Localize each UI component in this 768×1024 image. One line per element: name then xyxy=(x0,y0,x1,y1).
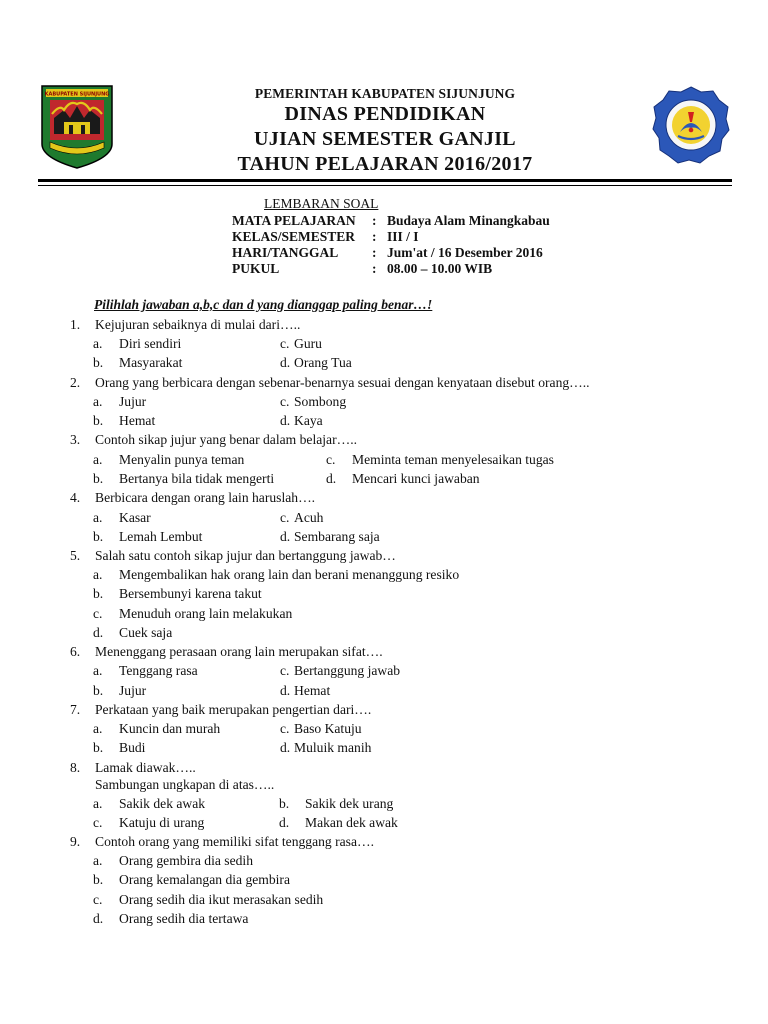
option-text: Makan dek awak xyxy=(305,815,398,830)
option-letter: c. xyxy=(280,394,290,409)
option-letter: c. xyxy=(93,815,103,830)
option-text: Kasar xyxy=(119,510,151,525)
option-text: Orang kemalangan dia gembira xyxy=(119,872,290,887)
info-value: Jum'at / 16 Desember 2016 xyxy=(387,245,543,260)
info-value: III / I xyxy=(387,229,419,244)
info-colon: : xyxy=(372,261,377,276)
tut-wuri-handayani-logo-icon xyxy=(652,86,730,164)
option-letter: b. xyxy=(93,586,104,601)
question-text: Orang yang berbicara dengan sebenar-benarnya sesuai dengan kenyataan disebut orang….. xyxy=(95,375,590,390)
option-text: Jujur xyxy=(119,683,147,698)
option-letter: c. xyxy=(93,606,103,621)
option-text: Diri sendiri xyxy=(119,336,182,351)
option-text: Orang sedih dia ikut merasakan sedih xyxy=(119,892,324,907)
option-text: Orang gembira dia sedih xyxy=(119,853,254,868)
question-text: Contoh orang yang memiliki sifat tenggang rasa…. xyxy=(95,834,374,849)
question-number: 5. xyxy=(70,548,81,563)
question-text: Lamak diawak….. xyxy=(95,760,196,775)
option-text: Kuncin dan murah xyxy=(119,721,221,736)
option-letter: a. xyxy=(93,567,103,582)
info-value: Budaya Alam Minangkabau xyxy=(387,213,550,228)
option-letter: d. xyxy=(280,413,291,428)
option-text: Bertanggung jawab xyxy=(294,663,401,678)
academic-year: TAHUN PELAJARAN 2016/2017 xyxy=(237,153,533,175)
option-letter: c. xyxy=(280,510,290,525)
instructions: Pilihlah jawaban a,b,c dan d yang dianggap paling benar…! xyxy=(94,297,433,312)
option-letter: a. xyxy=(93,663,103,678)
header-divider-thick xyxy=(38,179,732,182)
option-letter: a. xyxy=(93,336,103,351)
option-text: Baso Katuju xyxy=(294,721,362,736)
option-text: Katuju di urang xyxy=(119,815,205,830)
info-colon: : xyxy=(372,229,377,244)
question-number: 8. xyxy=(70,760,81,775)
option-text: Sombong xyxy=(294,394,347,409)
info-label: KELAS/SEMESTER xyxy=(232,229,356,244)
option-letter: b. xyxy=(93,683,104,698)
option-letter: c. xyxy=(280,663,290,678)
option-letter: b. xyxy=(93,471,104,486)
question-text: Salah satu contoh sikap jujur dan bertanggung jawab… xyxy=(95,548,396,563)
option-text: Masyarakat xyxy=(119,355,183,370)
question-number: 1. xyxy=(70,317,81,332)
option-text: Orang Tua xyxy=(294,355,352,370)
option-text: Mengembalikan hak orang lain dan berani menanggung resiko xyxy=(119,567,460,582)
option-text: Meminta teman menyelesaikan tugas xyxy=(352,452,554,467)
option-text: Menuduh orang lain melakukan xyxy=(119,606,293,621)
option-text: Guru xyxy=(294,336,322,351)
option-letter: a. xyxy=(93,853,103,868)
question-text: Perkataan yang baik merupakan pengertian dari…. xyxy=(95,702,372,717)
sijunjung-regency-crest-icon xyxy=(40,84,114,170)
option-text: Kaya xyxy=(294,413,323,428)
option-text: Sakik dek awak xyxy=(119,796,206,811)
question-number: 3. xyxy=(70,432,81,447)
option-text: Tenggang rasa xyxy=(119,663,198,678)
question-text: Berbicara dengan orang lain haruslah…. xyxy=(95,490,316,505)
option-text: Orang sedih dia tertawa xyxy=(119,911,249,926)
option-letter: c. xyxy=(326,452,336,467)
option-letter: b. xyxy=(93,529,104,544)
question-text: Kejujuran sebaiknya di mulai dari….. xyxy=(95,317,301,332)
option-letter: c. xyxy=(280,721,290,736)
question-text: Menenggang perasaan orang lain merupakan sifat…. xyxy=(95,644,383,659)
question-text-continued: Sambungan ungkapan di atas….. xyxy=(95,777,275,792)
option-letter: a. xyxy=(93,721,103,736)
question-number: 7. xyxy=(70,702,81,717)
option-letter: d. xyxy=(280,740,291,755)
info-colon: : xyxy=(372,245,377,260)
info-label: MATA PELAJARAN xyxy=(232,213,356,228)
info-colon: : xyxy=(372,213,377,228)
option-text: Hemat xyxy=(119,413,156,428)
option-text: Bersembunyi karena takut xyxy=(119,586,262,601)
option-letter: b. xyxy=(93,740,104,755)
government-name: PEMERINTAH KABUPATEN SIJUNJUNG xyxy=(254,86,516,101)
option-letter: b. xyxy=(93,413,104,428)
option-letter: a. xyxy=(93,394,103,409)
office-name: DINAS PENDIDIKAN xyxy=(284,103,486,125)
option-letter: d. xyxy=(280,355,291,370)
exam-title: UJIAN SEMESTER GANJIL xyxy=(254,128,516,150)
option-letter: d. xyxy=(280,683,291,698)
info-value: 08.00 – 10.00 WIB xyxy=(387,261,493,276)
option-text: Hemat xyxy=(294,683,331,698)
question-number: 9. xyxy=(70,834,81,849)
option-letter: a. xyxy=(93,452,103,467)
option-letter: c. xyxy=(93,892,103,907)
option-letter: b. xyxy=(279,796,290,811)
option-text: Lemah Lembut xyxy=(119,529,203,544)
question-number: 6. xyxy=(70,644,81,659)
option-text: Cuek saja xyxy=(119,625,173,640)
option-letter: d. xyxy=(326,471,337,486)
info-label: HARI/TANGGAL xyxy=(232,245,339,260)
option-text: Sakik dek urang xyxy=(305,796,394,811)
info-label: PUKUL xyxy=(232,261,280,276)
option-text: Menyalin punya teman xyxy=(119,452,245,467)
option-text: Mencari kunci jawaban xyxy=(352,471,480,486)
option-letter: a. xyxy=(93,510,103,525)
sheet-title: LEMBARAN SOAL xyxy=(264,196,379,211)
question-text: Contoh sikap jujur yang benar dalam belajar….. xyxy=(95,432,357,447)
option-text: Bertanya bila tidak mengerti xyxy=(119,471,275,486)
option-text: Jujur xyxy=(119,394,147,409)
svg-text:KABUPATEN SIJUNJUNG: KABUPATEN SIJUNJUNG xyxy=(44,91,110,98)
question-number: 4. xyxy=(70,490,81,505)
option-text: Sembarang saja xyxy=(294,529,380,544)
header-divider-thin xyxy=(38,185,732,186)
option-text: Acuh xyxy=(294,510,324,525)
option-letter: c. xyxy=(280,336,290,351)
option-text: Budi xyxy=(119,740,146,755)
option-letter: b. xyxy=(93,355,104,370)
option-letter: d. xyxy=(279,815,290,830)
option-letter: d. xyxy=(93,625,104,640)
option-letter: d. xyxy=(280,529,291,544)
question-number: 2. xyxy=(70,375,81,390)
option-text: Muluik manih xyxy=(294,740,372,755)
option-letter: d. xyxy=(93,911,104,926)
option-letter: b. xyxy=(93,872,104,887)
option-letter: a. xyxy=(93,796,103,811)
